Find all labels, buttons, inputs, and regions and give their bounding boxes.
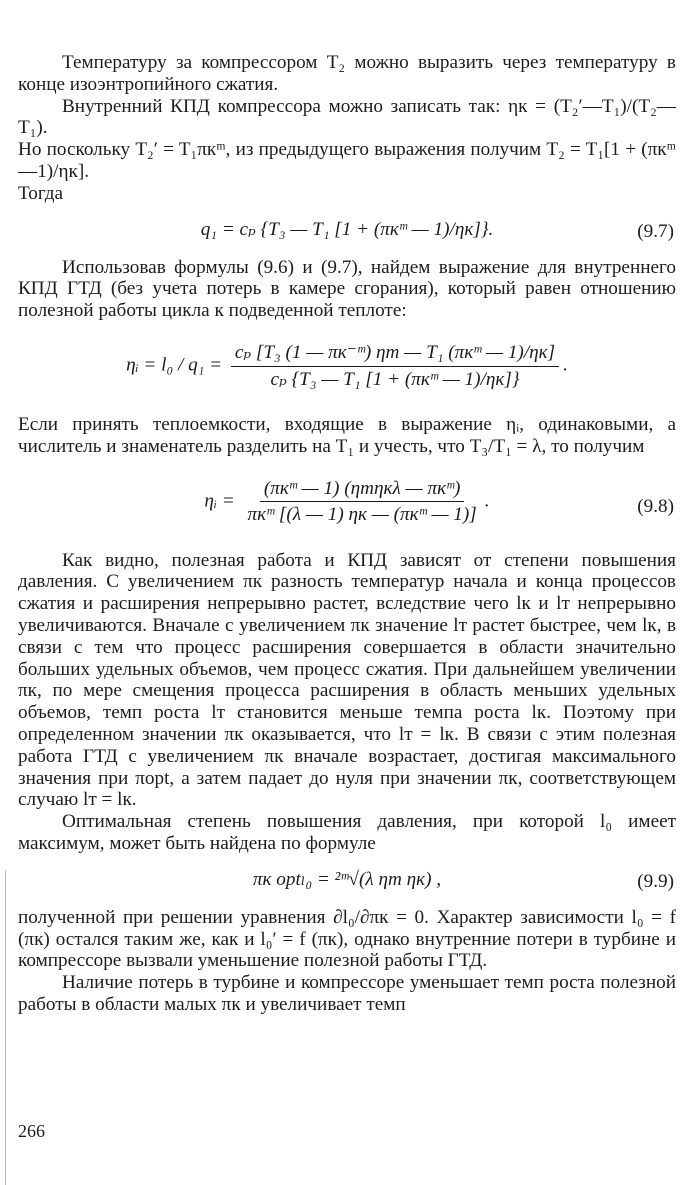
equation-eta-denominator: cₚ {T₃ — T₁ [1 + (πкᵐ — 1)/ηк]} [270, 368, 520, 390]
paragraph-5: Использовав формулы (9.6) и (9.7), найдем выражение для внутреннего КПД ГТД (без учета потерь в камере сгорания), который равен отношению полезной работы цикла к подведенной теплоте: [18, 256, 676, 322]
paragraph-2: Внутренний КПД компрессора можно записать так: ηк = (T₂′—T₁)/(T₂—T₁). [18, 95, 676, 139]
paragraph-4: Тогда [18, 182, 64, 204]
equation-9-9-number: (9.9) [637, 870, 674, 892]
equation-9-9 [18, 869, 676, 895]
page-number: 266 [18, 1121, 45, 1141]
equation-9-8-lhs: ηᵢ = [204, 490, 235, 512]
equation-eta-lhs: ηᵢ = l₀ / q₁ = [126, 354, 223, 376]
equation-9-7-body: q₁ = cₚ {T₃ — T₁ [1 + (πкᵐ — 1)/ηк]}. [200, 218, 494, 240]
equation-9-7 [18, 219, 676, 245]
paragraph-6: Если принять теплоемкости, входящие в выражение ηᵢ, одинаковыми, а числитель и знаменатель разделить на T₁ и учесть, что T₃/T₁ = λ, то получим [18, 413, 676, 457]
paragraph-8: Оптимальная степень повышения давления, при которой l₀ имеет максимум, может быть найдена по формуле [18, 811, 676, 854]
equation-9-8-numerator: (πкᵐ — 1) (ηтηкλ — πкᵐ) [260, 478, 465, 503]
equation-9-8-denominator: πкᵐ [(λ — 1) ηк — (πкᵐ — 1)] [247, 504, 477, 526]
equation-9-7-number: (9.7) [637, 220, 674, 242]
equation-9-8-number: (9.8) [637, 495, 674, 517]
equation-eta-fraction [231, 342, 559, 391]
paragraph-3: Но поскольку T₂′ = T₁πкᵐ, из предыдущего выражения получим T₂ = T₁[1 + (πкᵐ—1)/ηк]. [18, 139, 676, 182]
scan-margin-line [5, 870, 6, 1185]
page-body [18, 52, 676, 1016]
equation-9-8-fraction [244, 478, 481, 527]
paragraph-1: Температуру за компрессором T₂ можно выразить через температуру в конце изоэнтропийного сжатия. [18, 52, 676, 95]
paragraph-10: Наличие потерь в турбине и компрессоре уменьшает темп роста полезной работы в области малых πк и увеличивает темп [18, 972, 676, 1015]
equation-eta-numerator: cₚ [T₃ (1 — πк⁻ᵐ) ηт — T₁ (πкᵐ — 1)/ηк] [231, 342, 559, 367]
equation-9-9-body: πк optₗ₀ = ²ᵐ√(λ ηт ηк) , [252, 868, 442, 890]
equation-9-8: ηᵢ = $\frac{\text{(πкᵐ — 1) (ηтηкλ — πкᵐ)}}{\text{πкᵐ [(λ — 1) ηк — (πкᵐ — 1)]}}$ . (9.8) [204, 477, 674, 526]
paragraph-7: Как видно, полезная работа и КПД зависят от степени повышения давления. С увеличением πк разность температур начала и конца процессов сжатия и расширения непрерывно растет, вследствие чего lк и lт непрерывно увеличиваются. Вначале с увеличением πк значение lт растет быстрее, чем lк, в связи с тем что процесс расширения совершается в области значительно больших удельных объемов, чем процесс сжатия. При дальнейшем увеличении πк, по мере смещения процесса расширения в область меньших удельных объемов, темп роста lт становится меньше темпа роста lк. Поэтому при определенном значении πк оказывается, что lт = lк. В связи с этим полезная работа ГТД с увеличением πк вначале возрастает, достигая максимального значения при πopt, а затем падает до нуля при значении πк, соответствующем случаю lт = lк. [18, 549, 676, 811]
paragraph-9: полученной при решении уравнения ∂l₀/∂πк = 0. Характер зависимости l₀ = f (πк) остался таким же, как и l₀′ = f (πк), однако внутренние потери в турбине и компрессоре вызвали уменьшение полезной работы ГТД. [18, 906, 676, 972]
equation-eta: ηᵢ = l₀ / q₁ = $\frac{\text{cₚ [T₃ (1 — πк⁻ᵐ) ηт — T₁ (πкᵐ — 1)/ηк]}}{\text{cₚ \{T₃ — T₁ [1 + (πкᵐ — 1)/ηк]\}}}$ . [126, 341, 568, 390]
